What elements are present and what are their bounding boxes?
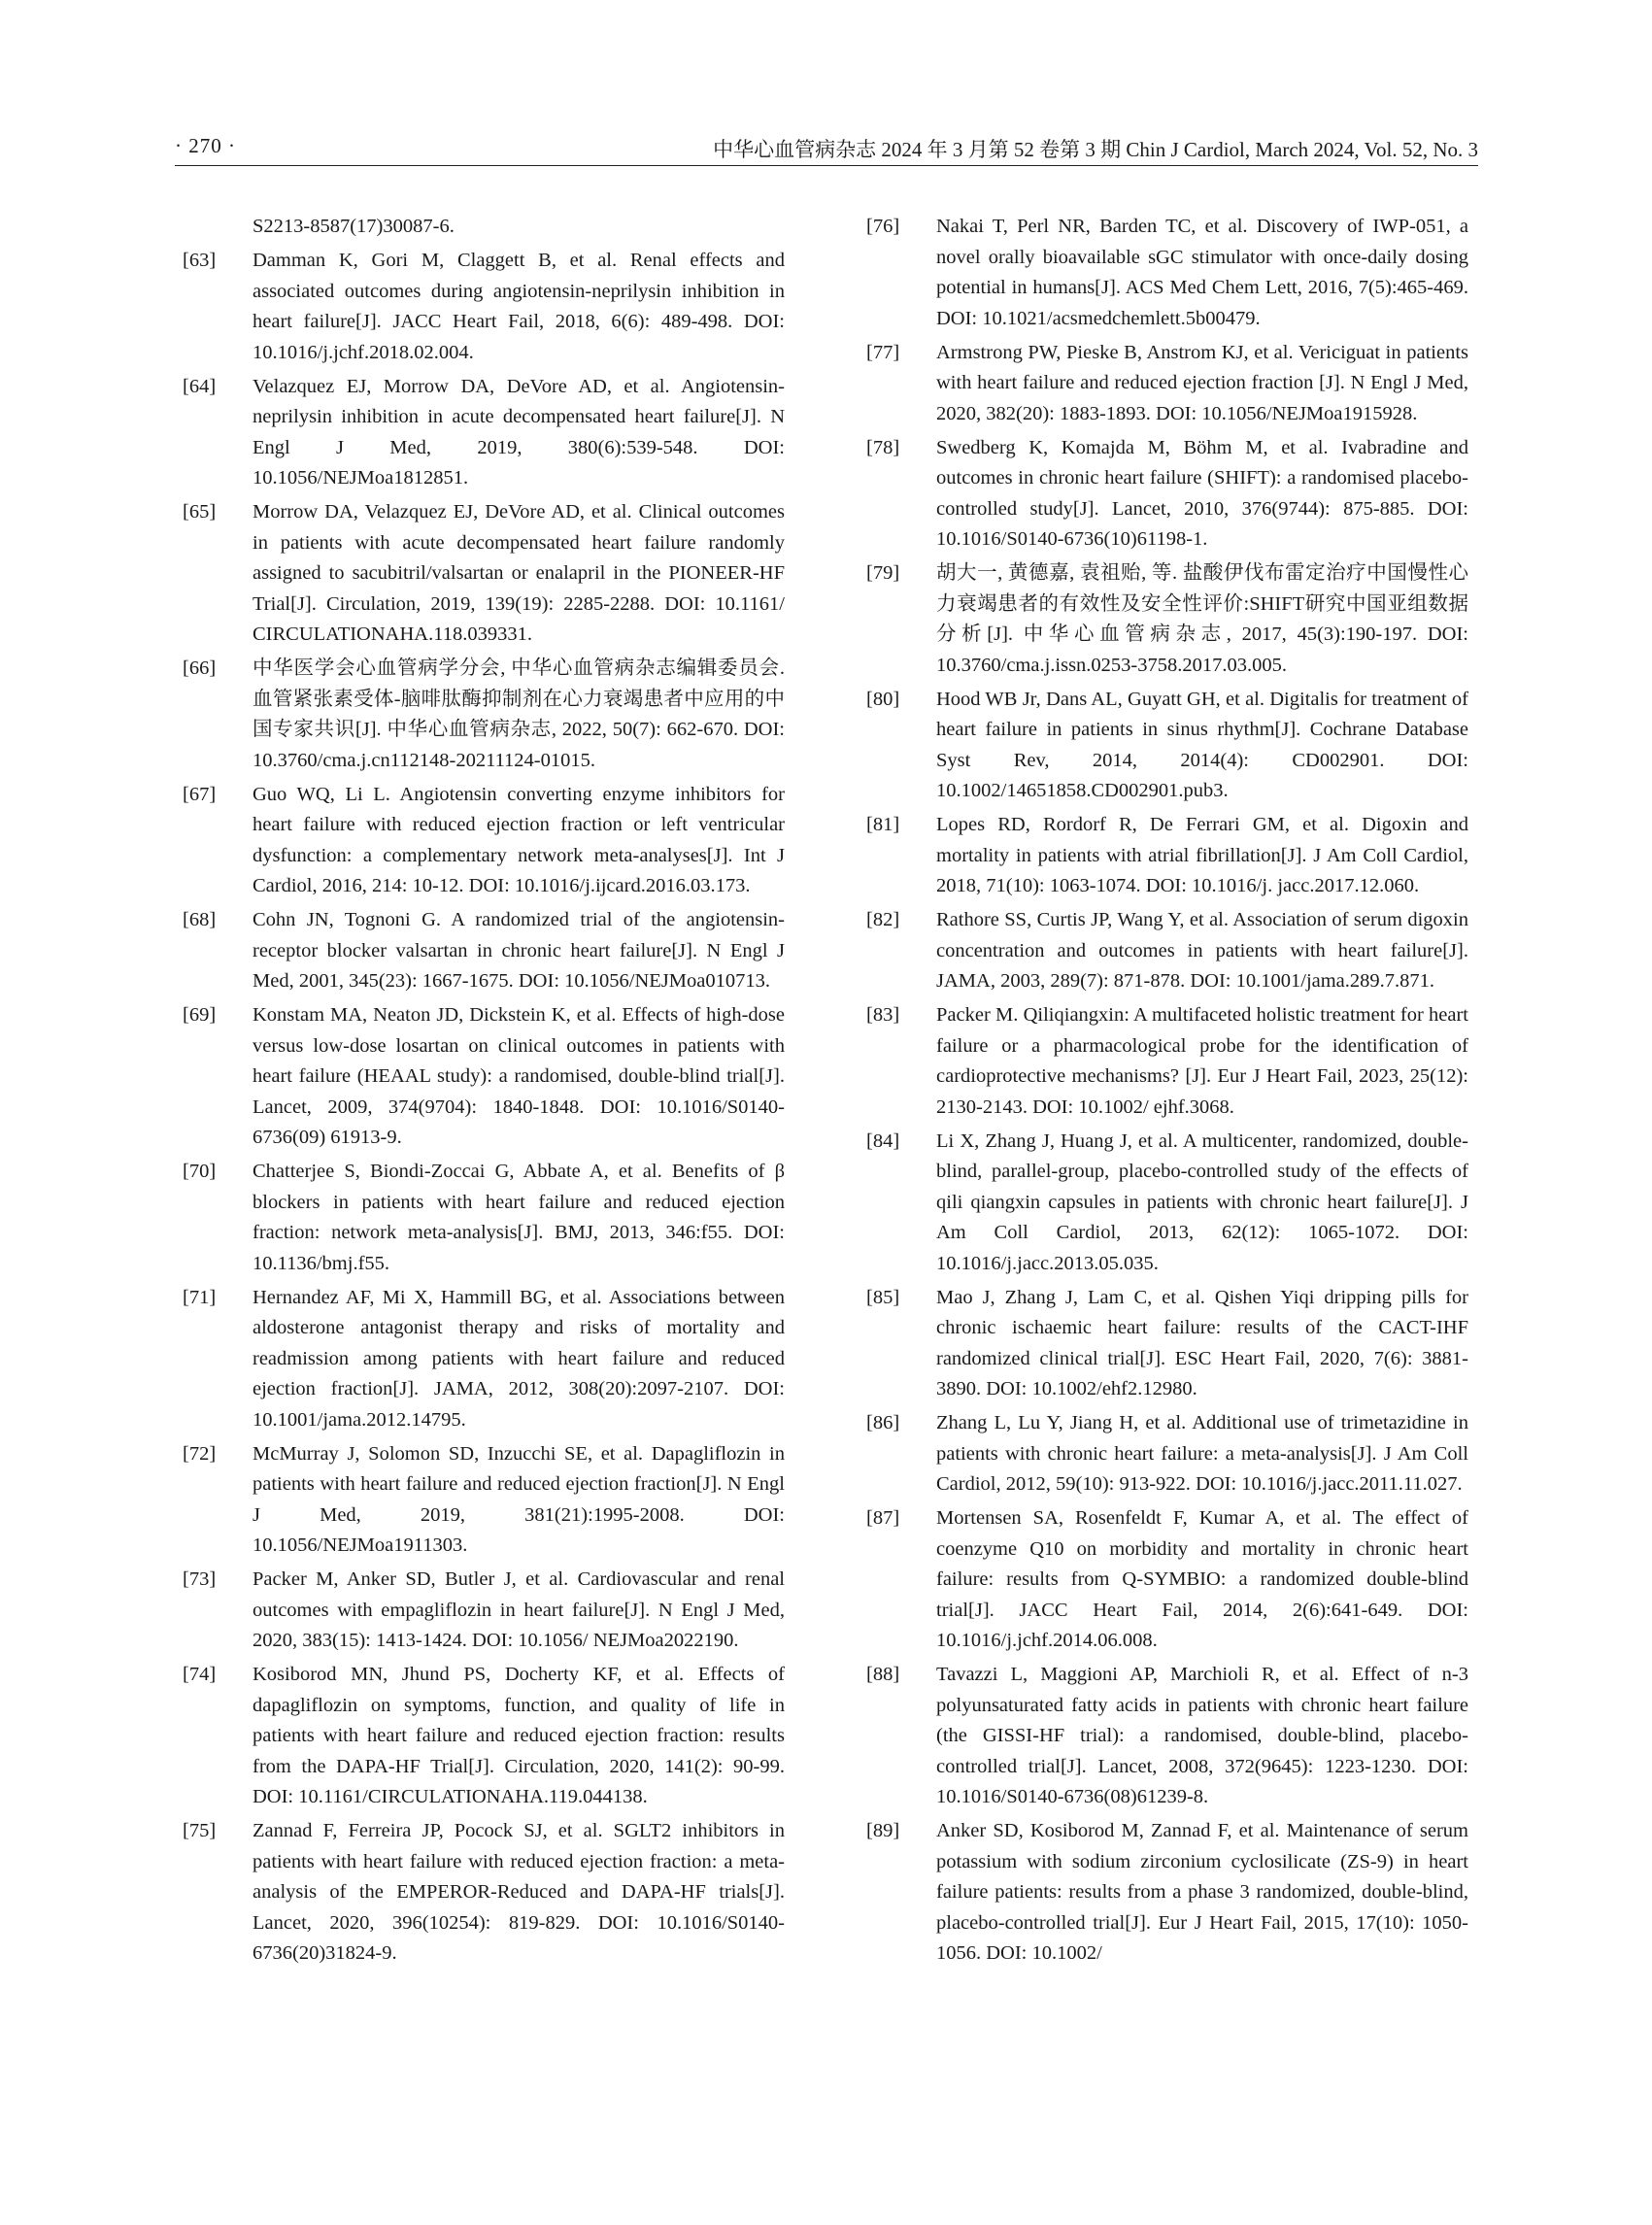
reference-text: Konstam MA, Neaton JD, Dickstein K, et al. Effects of high-dose versus low-dose losartan on clinical outcomes in patients with heart failure (HEAAL study): a randomised, double-blind trial[J]. Lancet, 2009, 374(9704): 1840-1848. DOI: 10.1016/S0140-6736(09) 61913-9. [253,1004,785,1148]
reference-item [866,810,1468,902]
reference-text: Hernandez AF, Mi X, Hammill BG, et al. Associations between aldosterone antagonist therapy and risks of mortality and readmission among patients with heart failure and reduced ejection fraction[J]. JAMA, 2012, 308(20):2097-2107. DOI: 10.1001/jama.2012.14795. [253,1286,785,1431]
reference-item [866,1127,1468,1280]
reference-text: Morrow DA, Velazquez EJ, DeVore AD, et al. Clinical outcomes in patients with acute decompensated heart failure randomly assigned to sacubitril/valsartan or enalapril in the PIONEER-HF Trial[J]. Circulation, 2019, 139(19): 2285-2288. DOI: 10.1161/ CIRCULATIONAHA.118.039331. [253,501,785,645]
left-column [183,212,785,1972]
reference-number: [79] [866,562,900,584]
reference-number: [76] [866,216,900,237]
reference-item [183,1565,785,1657]
journal-title: 中华心血管病杂志 2024 年 3 月第 52 卷第 3 期 Chin J Cardiol, March 2024, Vol. 52, No. 3 [713,138,1478,161]
reference-text: Zhang L, Lu Y, Jiang H, et al. Additional use of trimetazidine in patients with chronic heart failure: a meta-analysis[J]. J Am Coll Cardiol, 2012, 59(10): 913-922. DOI: 10.1016/j.jacc.2011.11.027. [936,1412,1468,1495]
right-column [866,212,1468,1972]
reference-number: [70] [183,1161,217,1182]
reference-item [866,1503,1468,1657]
reference-item [866,558,1468,681]
reference-number: [75] [183,1820,217,1841]
reference-item [183,1816,785,1970]
reference-number: [85] [866,1286,900,1308]
reference-number: [63] [183,250,217,271]
reference-number: [66] [183,657,217,679]
reference-item [183,372,785,494]
reference-text: Lopes RD, Rordorf R, De Ferrari GM, et al. Digoxin and mortality in patients with atrial fibrillation[J]. J Am Coll Cardiol, 2018, 71(10): 1063-1074. DOI: 10.1016/j. jacc.2017.12.060. [936,814,1468,896]
reference-number: [71] [183,1286,217,1308]
reference-number: [77] [866,341,900,363]
reference-text: Chatterjee S, Biondi-Zoccai G, Abbate A, et al. Benefits of β blockers in patients with heart failure and reduced ejection fraction: network meta-analysis[J]. BMJ, 2013, 346:f55. DOI: 10.1136/bmj.f55. [253,1161,785,1274]
reference-text: McMurray J, Solomon SD, Inzucchi SE, et al. Dapagliflozin in patients with heart failure and reduced ejection fraction[J]. N Engl J Med, 2019, 381(21):1995-2008. DOI: 10.1056/NEJMoa1911303. [253,1442,785,1556]
reference-number: [82] [866,909,900,930]
reference-item [183,246,785,368]
reference-item [866,905,1468,997]
reference-text: 中华医学会心血管病学分会, 中华心血管病杂志编辑委员会. 血管紧张素受体-脑啡肽酶抑制剂在心力衰竭患者中应用的中国专家共识[J]. 中华心血管病杂志, 2022, 50(7): 662-670. DOI: 10.3760/cma.j.cn112148-20211124-01015. [253,657,785,771]
reference-item [183,1283,785,1436]
reference-text: Kosiborod MN, Jhund PS, Docherty KF, et al. Effects of dapagliflozin on symptoms, function, and quality of life in patients with heart failure and reduced ejection fraction: results from the DAPA-HF Trial[J]. Circulation, 2020, 141(2): 90-99. DOI: 10.1161/CIRCULATIONAHA.119.044138. [253,1664,785,1807]
reference-item [183,780,785,902]
reference-item [183,497,785,651]
reference-text: 胡大一, 黄德嘉, 袁祖贻, 等. 盐酸伊伐布雷定治疗中国慢性心力衰竭患者的有效性及安全性评价:SHIFT研究中国亚组数据分析[J]. 中华心血管病杂志, 2017, 45(3):190-197. DOI: 10.3760/cma.j.issn.0253-3758.2017.03.005. [936,562,1468,676]
reference-text: Mao J, Zhang J, Lam C, et al. Qishen Yiqi dripping pills for chronic ischaemic heart failure: results of the CACT-IHF randomized clinical trial[J]. ESC Heart Fail, 2020, 7(6): 3881-3890. DOI: 10.1002/ehf2.12980. [936,1286,1468,1399]
reference-text: Damman K, Gori M, Claggett B, et al. Renal effects and associated outcomes during angiotensin-neprilysin inhibition in heart failure[J]. JACC Heart Fail, 2018, 6(6): 489-498. DOI: 10.1016/j.jchf.2018.02.004. [253,250,785,363]
reference-item [866,685,1468,807]
reference-text: Mortensen SA, Rosenfeldt F, Kumar A, et al. The effect of coenzyme Q10 on morbidity and mortality in chronic heart failure: results from Q-SYMBIO: a randomized double-blind trial[J]. JACC Heart Fail, 2014, 2(6):641-649. DOI: 10.1016/j.jchf.2014.06.008. [936,1507,1468,1651]
page-number: · 270 · [175,134,236,157]
reference-text: Tavazzi L, Maggioni AP, Marchioli R, et al. Effect of n-3 polyunsaturated fatty acids in patients with chronic heart failure (the GISSI-HF trial): a randomised, double-blind, placebo-controlled trial[J]. Lancet, 2008, 372(9645): 1223-1230. DOI: 10.1016/S0140-6736(08)61239-8. [936,1664,1468,1807]
reference-text: Cohn JN, Tognoni G. A randomized trial of the angiotensin-receptor blocker valsartan in chronic heart failure[J]. N Engl J Med, 2001, 345(23): 1667-1675. DOI: 10.1056/NEJMoa010713. [253,909,785,992]
reference-number: [74] [183,1664,217,1685]
reference-text: Hood WB Jr, Dans AL, Guyatt GH, et al. Digitalis for treatment of heart failure in patients in sinus rhythm[J]. Cochrane Database Syst Rev, 2014, 2014(4): CD002901. DOI: 10.1002/14651858.CD002901.pub3. [936,688,1468,801]
reference-item [866,338,1468,430]
reference-text: Packer M. Qiliqiangxin: A multifaceted holistic treatment for heart failure or a pharmacological probe for the identification of cardioprotective mechanisms? [J]. Eur J Heart Fail, 2023, 25(12): 2130-2143. DOI: 10.1002/ ejhf.3068. [936,1004,1468,1118]
reference-item [183,905,785,997]
reference-number: [84] [866,1129,900,1152]
reference-item [183,1439,785,1562]
reference-item [183,1000,785,1154]
reference-item [866,1408,1468,1500]
reference-item [183,1660,785,1813]
reference-number: [81] [866,814,900,835]
reference-item [866,212,1468,334]
reference-text: Rathore SS, Curtis JP, Wang Y, et al. Association of serum digoxin concentration and outcomes in patients with heart failure[J]. JAMA, 2003, 289(7): 871-878. DOI: 10.1001/jama.289.7.871. [936,909,1468,992]
reference-item [183,654,785,776]
reference-number: [64] [183,375,217,397]
reference-text: Zannad F, Ferreira JP, Pocock SJ, et al. SGLT2 inhibitors in patients with heart failure with reduced ejection fraction: a meta-analysis of the EMPEROR-Reduced and DAPA-HF trials[J]. Lancet, 2020, 396(10254): 819-829. DOI: 10.1016/S0140-6736(20)31824-9. [253,1820,785,1964]
reference-number: [65] [183,501,217,523]
reference-text: Packer M, Anker SD, Butler J, et al. Cardiovascular and renal outcomes with empagliflozin in heart failure[J]. N Engl J Med, 2020, 383(15): 1413-1424. DOI: 10.1056/ NEJMoa2022190. [253,1568,785,1651]
reference-list-left [183,246,785,1970]
reference-number: [89] [866,1820,900,1841]
reference-item [866,433,1468,556]
reference-text: Li X, Zhang J, Huang J, et al. A multicenter, randomized, double-blind, parallel-group, placebo-controlled study of the effects of qili qiangxin capsules in patients with chronic heart failure[J]. J Am Coll Cardiol, 2013, 62(12): 1065-1072. DOI: 10.1016/j.jacc.2013.05.035. [936,1129,1468,1274]
reference-number: [69] [183,1004,217,1026]
reference-text: Guo WQ, Li L. Angiotensin converting enzyme inhibitors for heart failure with reduced ejection fraction or left ventricular dysfunction: a complementary network meta-analyses[J]. Int J Cardiol, 2016, 214: 10-12. DOI: 10.1016/j.ijcard.2016.03.173. [253,783,785,896]
reference-item [866,1000,1468,1123]
reference-number: [72] [183,1442,217,1465]
running-header [175,134,1478,166]
reference-number: [88] [866,1664,900,1685]
reference-continuation: S2213-8587(17)30087-6. [253,216,455,237]
reference-item [866,1816,1468,1970]
reference-text: Armstrong PW, Pieske B, Anstrom KJ, et al. Vericiguat in patients with heart failure and reduced ejection fraction [J]. N Engl J Med, 2020, 382(20): 1883-1893. DOI: 10.1056/NEJMoa1915928. [936,341,1468,424]
reference-list-right [866,212,1468,1970]
reference-number: [87] [866,1507,900,1529]
reference-number: [68] [183,909,217,930]
reference-number: [80] [866,688,900,710]
reference-number: [83] [866,1004,900,1026]
reference-number: [73] [183,1568,217,1590]
reference-item [866,1283,1468,1405]
reference-text: Velazquez EJ, Morrow DA, DeVore AD, et al. Angiotensin-neprilysin inhibition in acute decompensated heart failure[J]. N Engl J Med, 2019, 380(6):539-548. DOI: 10.1056/NEJMoa1812851. [253,375,785,489]
reference-text: Nakai T, Perl NR, Barden TC, et al. Discovery of IWP-051, a novel orally bioavailable sGC stimulator with once-daily dosing potential in humans[J]. ACS Med Chem Lett, 2016, 7(5):465-469. DOI: 10.1021/acsmedchemlett.5b00479. [936,216,1468,329]
reference-item [866,1660,1468,1813]
reference-text: Swedberg K, Komajda M, Böhm M, et al. Ivabradine and outcomes in chronic heart failure (SHIFT): a randomised placebo-controlled study[J]. Lancet, 2010, 376(9744): 875-885. DOI: 10.1016/S0140-6736(10)61198-1. [936,436,1468,550]
reference-text: Anker SD, Kosiborod M, Zannad F, et al. Maintenance of serum potassium with sodium zirconium cyclosilicate (ZS-9) in heart failure patients: results from a phase 3 randomized, double-blind, placebo-controlled trial[J]. Eur J Heart Fail, 2015, 17(10): 1050-1056. DOI: 10.1002/ [936,1820,1468,1964]
reference-number: [67] [183,783,217,805]
reference-number: [78] [866,436,900,458]
reference-item [183,1157,785,1279]
reference-number: [86] [866,1412,900,1433]
